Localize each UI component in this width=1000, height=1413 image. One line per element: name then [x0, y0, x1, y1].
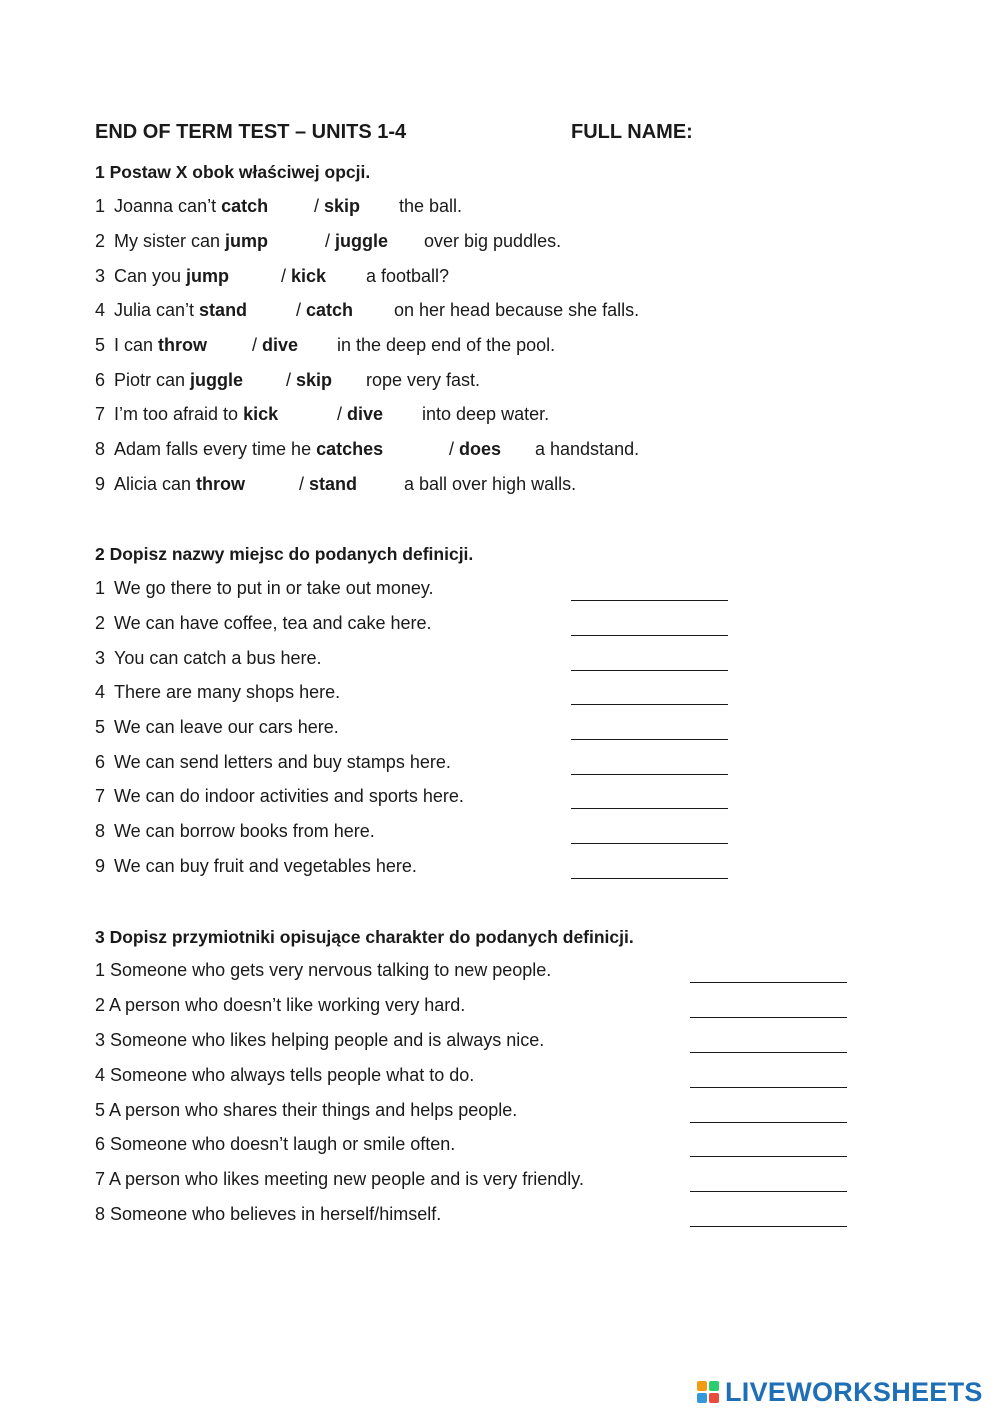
item-text: We can do indoor activities and sports here. — [114, 786, 464, 806]
item-number: 1 — [95, 196, 106, 216]
option-separator — [299, 474, 357, 495]
answer-blank[interactable] — [571, 600, 728, 601]
logo-square-2 — [709, 1381, 719, 1391]
item-text: I’m too afraid to — [114, 404, 244, 424]
answer-blank[interactable] — [571, 635, 728, 636]
item-text: Adam falls every time he — [114, 439, 317, 459]
option-2[interactable]: skip — [324, 196, 361, 216]
definition-item — [95, 1030, 544, 1051]
item-text: Can you — [114, 266, 187, 286]
item-text: A person who shares their things and helps people. — [109, 1100, 518, 1120]
definition-item — [95, 578, 434, 599]
slash-glyph: / — [314, 196, 325, 216]
item-ending: the ball. — [399, 196, 463, 216]
definition-item — [95, 1134, 455, 1155]
item-ending: in the deep end of the pool. — [337, 335, 556, 355]
item-number: 8 — [95, 1204, 106, 1224]
item-number: 5 — [95, 1100, 106, 1120]
choice-item — [95, 404, 278, 425]
choice-item — [95, 335, 207, 356]
item-number: 2 — [95, 995, 106, 1015]
option-2[interactable]: does — [459, 439, 502, 459]
item-text: I can — [114, 335, 159, 355]
answer-blank[interactable] — [690, 1156, 847, 1157]
item-text: We go there to put in or take out money. — [114, 578, 434, 598]
item-text: Julia can’t — [114, 300, 200, 320]
choice-item — [95, 300, 247, 321]
item-number: 6 — [95, 370, 106, 390]
option-separator — [449, 439, 501, 460]
option-2[interactable]: catch — [306, 300, 354, 320]
option-separator — [296, 300, 353, 321]
option-1[interactable]: catch — [221, 196, 269, 216]
definition-item — [95, 752, 451, 773]
option-1[interactable]: throw — [196, 474, 246, 494]
option-1[interactable]: throw — [158, 335, 208, 355]
item-text: We can borrow books from here. — [114, 821, 375, 841]
logo-square-4 — [709, 1393, 719, 1403]
slash-glyph: / — [299, 474, 310, 494]
item-ending: on her head because she falls. — [394, 300, 640, 320]
answer-blank[interactable] — [690, 982, 847, 983]
answer-blank[interactable] — [571, 843, 728, 844]
logo-square-3 — [697, 1393, 707, 1403]
choice-item — [95, 439, 383, 460]
answer-blank[interactable] — [571, 808, 728, 809]
slash-glyph: / — [296, 300, 307, 320]
item-text: Someone who gets very nervous talking to new people. — [110, 960, 552, 980]
definition-item — [95, 856, 417, 877]
item-number: 7 — [95, 404, 106, 424]
item-text: Someone who likes helping people and is always nice. — [110, 1030, 545, 1050]
section-1-heading: 1 Postaw X obok właściwej opcji. — [95, 162, 371, 182]
definition-item — [95, 995, 465, 1016]
item-ending: a football? — [366, 266, 450, 286]
definition-item — [95, 1204, 441, 1225]
item-number: 6 — [95, 1134, 106, 1154]
option-separator — [281, 266, 326, 287]
option-1[interactable]: stand — [199, 300, 248, 320]
option-2[interactable]: dive — [262, 335, 299, 355]
option-2[interactable]: stand — [309, 474, 358, 494]
item-number: 2 — [95, 231, 106, 251]
definition-item — [95, 613, 432, 634]
answer-blank[interactable] — [690, 1226, 847, 1227]
item-ending: rope very fast. — [366, 370, 481, 390]
item-number: 8 — [95, 821, 106, 841]
choice-item — [95, 266, 229, 287]
logo-square-1 — [697, 1381, 707, 1391]
item-text: A person who doesn’t like working very hard. — [109, 995, 466, 1015]
choice-item — [95, 370, 243, 391]
answer-blank[interactable] — [571, 739, 728, 740]
answer-blank[interactable] — [690, 1017, 847, 1018]
item-ending: a handstand. — [535, 439, 640, 459]
item-text: Someone who doesn’t laugh or smile often. — [110, 1134, 456, 1154]
item-number: 2 — [95, 613, 106, 633]
item-number: 7 — [95, 1169, 106, 1189]
item-text: My sister can — [114, 231, 226, 251]
option-1[interactable]: jump — [225, 231, 269, 251]
option-2[interactable]: skip — [296, 370, 333, 390]
definition-item — [95, 648, 321, 669]
definition-item — [95, 1065, 474, 1086]
answer-blank[interactable] — [571, 670, 728, 671]
item-text: Someone who always tells people what to do. — [110, 1065, 475, 1085]
liveworksheets-logo — [697, 1375, 983, 1409]
option-1[interactable]: kick — [243, 404, 279, 424]
item-ending: into deep water. — [422, 404, 550, 424]
item-number: 3 — [95, 1030, 106, 1050]
answer-blank[interactable] — [690, 1087, 847, 1088]
option-separator — [325, 231, 388, 252]
answer-blank[interactable] — [571, 774, 728, 775]
item-number: 4 — [95, 1065, 106, 1085]
option-2[interactable]: juggle — [335, 231, 389, 251]
item-number: 9 — [95, 856, 106, 876]
item-number: 7 — [95, 786, 106, 806]
option-separator — [252, 335, 298, 356]
choice-item — [95, 196, 268, 217]
answer-blank[interactable] — [690, 1122, 847, 1123]
item-ending: over big puddles. — [424, 231, 562, 251]
full-name-label: FULL NAME: — [571, 121, 693, 143]
item-number: 4 — [95, 300, 106, 320]
logo-text: LIVEWORKSHEETS — [725, 1376, 983, 1407]
option-2[interactable]: kick — [291, 266, 327, 286]
section-3-heading: 3 Dopisz przymiotniki opisujące charakter do podanych definicji. — [95, 927, 634, 947]
item-number: 3 — [95, 648, 106, 668]
item-text: We can leave our cars here. — [114, 717, 339, 737]
definition-item — [95, 717, 339, 738]
answer-blank[interactable] — [571, 704, 728, 705]
option-1[interactable]: juggle — [190, 370, 244, 390]
definition-item — [95, 682, 340, 703]
item-number: 1 — [95, 578, 106, 598]
item-number: 1 — [95, 960, 106, 980]
item-text: Joanna can’t — [114, 196, 222, 216]
definition-item — [95, 960, 551, 981]
option-separator — [337, 404, 383, 425]
item-number: 8 — [95, 439, 106, 459]
slash-glyph: / — [325, 231, 336, 251]
slash-glyph: / — [286, 370, 297, 390]
item-text: Piotr can — [114, 370, 191, 390]
option-separator — [314, 196, 360, 217]
option-2[interactable]: dive — [347, 404, 384, 424]
item-number: 4 — [95, 682, 106, 702]
option-separator — [286, 370, 332, 391]
item-text: Someone who believes in herself/himself. — [110, 1204, 442, 1224]
item-text: A person who likes meeting new people and is very friendly. — [109, 1169, 584, 1189]
item-text: There are many shops here. — [114, 682, 341, 702]
item-text: We can buy fruit and vegetables here. — [114, 856, 417, 876]
slash-glyph: / — [449, 439, 460, 459]
item-text: We can have coffee, tea and cake here. — [114, 613, 432, 633]
answer-blank[interactable] — [571, 878, 728, 879]
logo-mark-icon — [697, 1381, 719, 1403]
item-text: Alicia can — [114, 474, 197, 494]
item-number: 6 — [95, 752, 106, 772]
definition-item — [95, 1169, 584, 1190]
item-number: 9 — [95, 474, 106, 494]
item-number: 3 — [95, 266, 106, 286]
item-number: 5 — [95, 335, 106, 355]
slash-glyph: / — [281, 266, 292, 286]
item-number: 5 — [95, 717, 106, 737]
item-text: We can send letters and buy stamps here. — [114, 752, 451, 772]
definition-item — [95, 1100, 517, 1121]
page-title: END OF TERM TEST – UNITS 1-4 — [95, 121, 407, 143]
definition-item — [95, 821, 375, 842]
option-1[interactable]: jump — [186, 266, 230, 286]
section-2-heading: 2 Dopisz nazwy miejsc do podanych definicji. — [95, 544, 474, 564]
slash-glyph: / — [337, 404, 348, 424]
item-ending: a ball over high walls. — [404, 474, 577, 494]
answer-blank[interactable] — [690, 1052, 847, 1053]
definition-item — [95, 786, 464, 807]
option-1[interactable]: catches — [316, 439, 384, 459]
choice-item — [95, 474, 245, 495]
slash-glyph: / — [252, 335, 263, 355]
choice-item — [95, 231, 268, 252]
item-text: You can catch a bus here. — [114, 648, 322, 668]
answer-blank[interactable] — [690, 1191, 847, 1192]
